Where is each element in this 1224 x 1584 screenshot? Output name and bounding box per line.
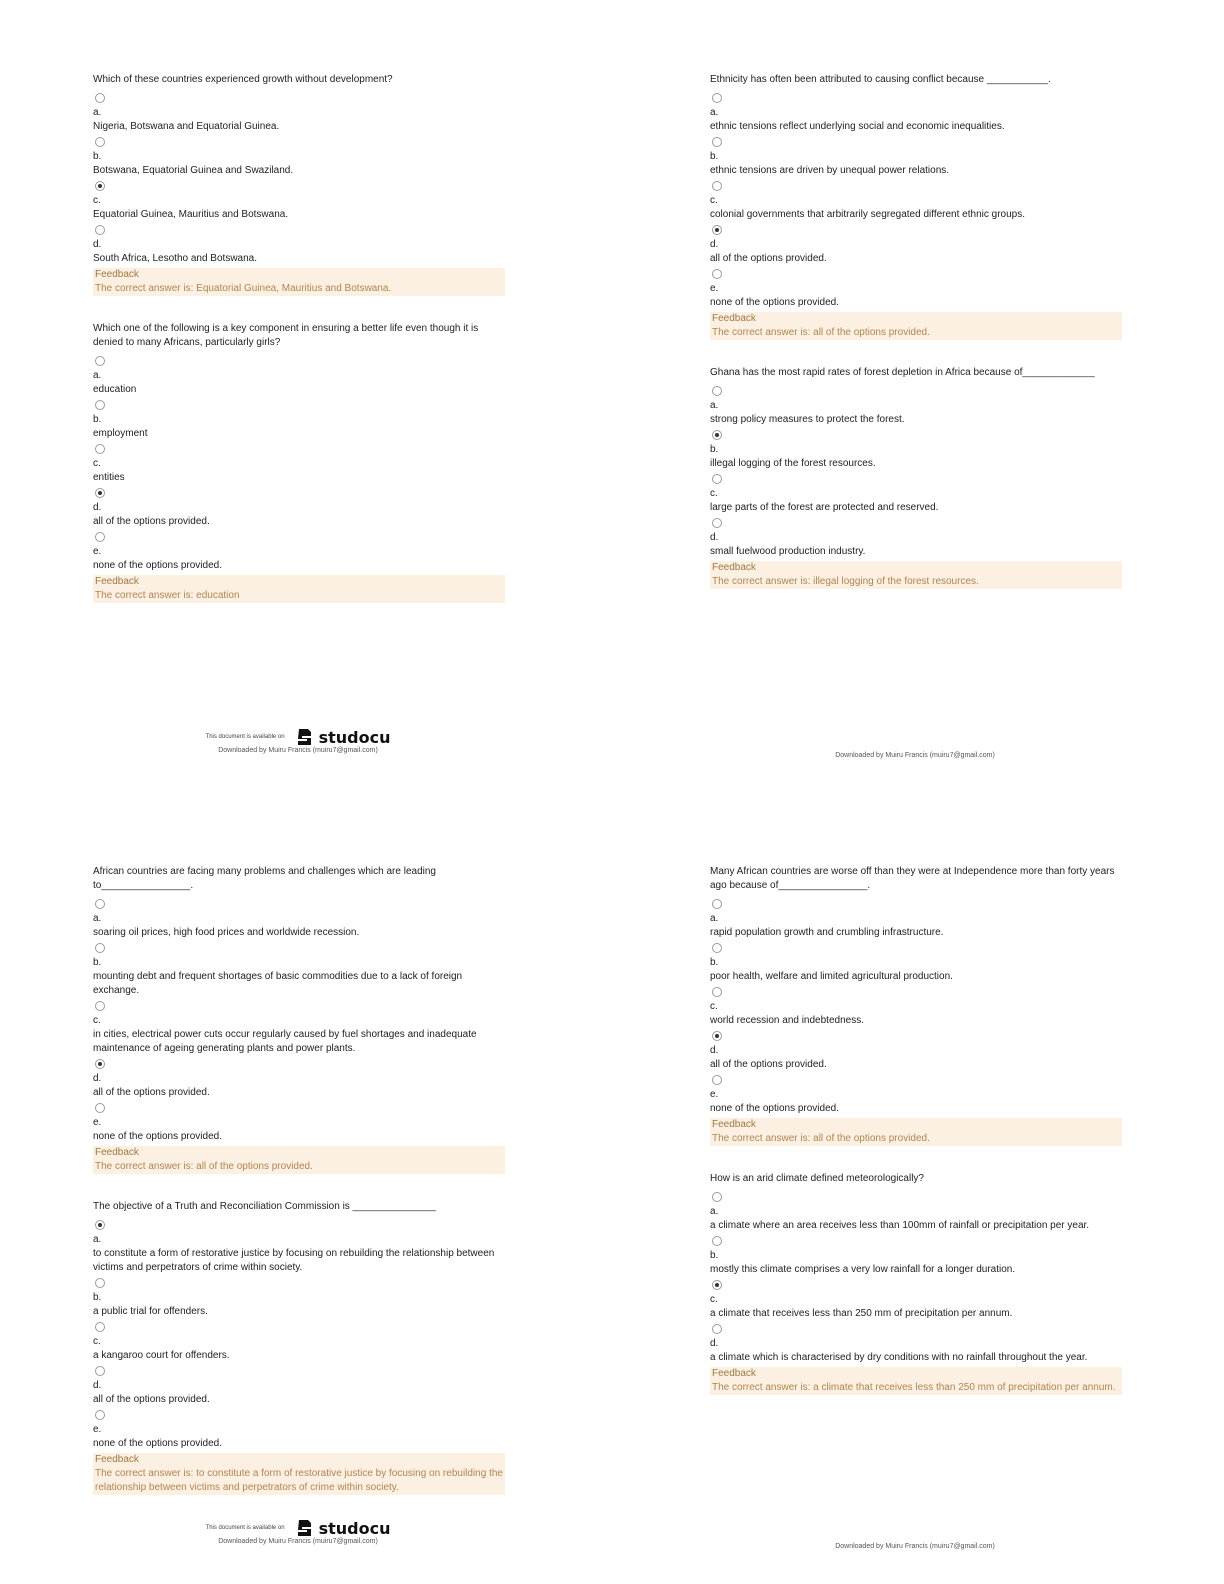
question-block: [710, 865, 1122, 1146]
feedback-title: Feedback: [95, 1454, 139, 1465]
option-a[interactable]: [710, 1192, 1122, 1233]
downloaded-by-text: Downloaded by Muiru Francis (muiru7@gmail.com): [218, 747, 378, 754]
option-text: ethnic tensions are driven by unequal power relations.: [710, 165, 950, 176]
feedback-text: The correct answer is: all of the options provided.: [712, 1133, 930, 1144]
feedback-title: Feedback: [95, 269, 139, 280]
feedback-title: Feedback: [712, 562, 756, 573]
radio-button-selected[interactable]: [712, 225, 722, 235]
page1-footer-right: [765, 752, 1065, 759]
radio-button[interactable]: [712, 474, 722, 484]
option-c[interactable]: [93, 1322, 505, 1363]
page1-footer-left: [148, 727, 448, 754]
radio-button[interactable]: [95, 356, 105, 366]
option-text: mounting debt and frequent shortages of basic commodities due to a lack of foreign exchange.: [93, 971, 463, 996]
radio-button[interactable]: [95, 943, 105, 953]
studocu-logo-icon: [295, 727, 315, 747]
option-letter: c.: [93, 458, 101, 469]
radio-button[interactable]: [712, 1236, 722, 1246]
radio-button[interactable]: [95, 899, 105, 909]
option-e[interactable]: [93, 532, 505, 573]
radio-button[interactable]: [712, 137, 722, 147]
option-a[interactable]: [93, 899, 505, 940]
option-b[interactable]: [93, 137, 505, 178]
option-letter: a.: [710, 107, 719, 118]
option-d[interactable]: [710, 1031, 1122, 1072]
option-text: soaring oil prices, high food prices and worldwide recession.: [93, 927, 360, 938]
question-text: Which one of the following is a key component in ensuring a better life even though it is denied to many Africans, particularly girls?: [93, 323, 479, 348]
downloaded-by-text: Downloaded by Muiru Francis (muiru7@gmail.com): [835, 752, 995, 759]
option-letter: c.: [710, 488, 718, 499]
option-text: strong policy measures to protect the forest.: [710, 414, 905, 425]
option-e[interactable]: [93, 1410, 505, 1451]
option-text: in cities, electrical power cuts occur regularly caused by fuel shortages and inadequate maintenance of ageing generating plants and power plants.: [93, 1029, 477, 1054]
option-text: to constitute a form of restorative justice by focusing on rebuilding the relationship between victims and perpetrators of crime within society.: [93, 1248, 495, 1273]
option-letter: d.: [93, 502, 102, 513]
radio-button[interactable]: [712, 181, 722, 191]
option-letter: d.: [710, 1045, 719, 1056]
question-block: [710, 1172, 1122, 1395]
studocu-logo-text: studocu: [318, 727, 391, 747]
radio-button-selected[interactable]: [712, 1031, 722, 1041]
option-d[interactable]: [93, 225, 505, 266]
feedback-title: Feedback: [95, 576, 139, 587]
studocu-logo-icon: [295, 1518, 315, 1538]
radio-button[interactable]: [712, 269, 722, 279]
option-c[interactable]: [710, 1280, 1122, 1321]
question-block: [93, 1200, 505, 1495]
radio-button[interactable]: [95, 1103, 105, 1113]
option-text: small fuelwood production industry.: [710, 546, 866, 557]
radio-button[interactable]: [712, 899, 722, 909]
option-text: none of the options provided.: [710, 297, 839, 308]
feedback-box: [93, 268, 505, 296]
option-letter: b.: [93, 957, 102, 968]
option-a[interactable]: [710, 386, 1122, 427]
option-b[interactable]: [710, 137, 1122, 178]
option-d[interactable]: [93, 1366, 505, 1407]
option-c[interactable]: [710, 181, 1122, 222]
option-letter: a.: [710, 913, 719, 924]
option-letter: b.: [93, 1292, 102, 1303]
question-block: [710, 366, 1122, 589]
option-letter: b.: [710, 1250, 719, 1261]
feedback-title: Feedback: [95, 1147, 139, 1158]
feedback-box: [93, 1453, 505, 1495]
option-text: large parts of the forest are protected and reserved.: [710, 502, 939, 513]
question-block: [93, 865, 505, 1174]
feedback-text: The correct answer is: all of the options provided.: [95, 1161, 313, 1172]
feedback-box: [710, 312, 1122, 340]
option-letter: e.: [710, 1089, 719, 1100]
option-text: none of the options provided.: [93, 560, 222, 571]
radio-button[interactable]: [95, 532, 105, 542]
option-text: none of the options provided.: [710, 1103, 839, 1114]
feedback-text: The correct answer is: to constitute a form of restorative justice by focusing on rebuilding the relationship between victims and perpetrators of crime within society.: [95, 1468, 503, 1493]
option-c[interactable]: [93, 444, 505, 485]
option-text: world recession and indebtedness.: [710, 1015, 864, 1026]
radio-button[interactable]: [95, 93, 105, 103]
option-b[interactable]: [710, 943, 1122, 984]
option-text: ethnic tensions reflect underlying social and economic inequalities.: [710, 121, 1005, 132]
radio-button[interactable]: [712, 1324, 722, 1334]
option-letter: c.: [710, 1001, 718, 1012]
feedback-title: Feedback: [712, 1368, 756, 1379]
radio-button[interactable]: [95, 1278, 105, 1288]
studocu-logo[interactable]: [295, 1518, 391, 1538]
question-text: The objective of a Truth and Reconciliation Commission is _______________: [93, 1201, 436, 1212]
option-a[interactable]: [93, 356, 505, 397]
radio-button[interactable]: [95, 1410, 105, 1420]
feedback-box: [710, 561, 1122, 589]
option-text: none of the options provided.: [93, 1438, 222, 1449]
option-b[interactable]: [93, 400, 505, 441]
available-on-text: This document is available on: [205, 1525, 285, 1531]
option-letter: a.: [93, 107, 102, 118]
question-text: Many African countries are worse off than they were at Independence more than forty years ago because of________________.: [710, 866, 1115, 891]
option-text: a kangaroo court for offenders.: [93, 1350, 230, 1361]
radio-button[interactable]: [95, 225, 105, 235]
option-letter: a.: [93, 1234, 102, 1245]
feedback-text: The correct answer is: Equatorial Guinea, Mauritius and Botswana.: [95, 283, 392, 294]
option-a[interactable]: [710, 93, 1122, 134]
option-letter: c.: [93, 195, 101, 206]
feedback-box: [710, 1118, 1122, 1146]
radio-button[interactable]: [712, 987, 722, 997]
option-text: illegal logging of the forest resources.: [710, 458, 876, 469]
option-d[interactable]: [93, 1059, 505, 1100]
option-letter: a.: [93, 370, 102, 381]
option-c[interactable]: [710, 987, 1122, 1028]
option-e[interactable]: [710, 269, 1122, 310]
question-text: African countries are facing many problems and challenges which are leading to________________.: [93, 866, 436, 891]
option-letter: b.: [710, 957, 719, 968]
feedback-text: The correct answer is: a climate that receives less than 250 mm of precipitation per annum.: [712, 1382, 1116, 1393]
option-b[interactable]: [710, 1236, 1122, 1277]
option-a[interactable]: [710, 899, 1122, 940]
radio-button[interactable]: [95, 1366, 105, 1376]
option-c[interactable]: [93, 181, 505, 222]
radio-button-selected[interactable]: [712, 430, 722, 440]
feedback-text: The correct answer is: illegal logging of the forest resources.: [712, 576, 979, 587]
studocu-logo[interactable]: [295, 727, 391, 747]
option-e[interactable]: [93, 1103, 505, 1144]
option-letter: c.: [710, 195, 718, 206]
option-text: entities: [93, 472, 125, 483]
option-letter: e.: [93, 1117, 102, 1128]
option-letter: b.: [710, 151, 719, 162]
option-a[interactable]: [93, 93, 505, 134]
page2-right-column: [710, 865, 1122, 1411]
option-text: poor health, welfare and limited agricultural production.: [710, 971, 953, 982]
option-text: all of the options provided.: [93, 516, 210, 527]
option-text: a public trial for offenders.: [93, 1306, 208, 1317]
page1-left-column: [93, 73, 505, 619]
option-letter: d.: [710, 239, 719, 250]
option-letter: d.: [93, 1073, 102, 1084]
radio-button[interactable]: [95, 1001, 105, 1011]
option-text: a climate where an area receives less than 100mm of rainfall or precipitation per year.: [710, 1220, 1090, 1231]
option-letter: e.: [710, 283, 719, 294]
option-letter: b.: [93, 151, 102, 162]
option-text: education: [93, 384, 137, 395]
option-text: Equatorial Guinea, Mauritius and Botswana.: [93, 209, 289, 220]
radio-button[interactable]: [95, 400, 105, 410]
feedback-title: Feedback: [712, 1119, 756, 1130]
feedback-title: Feedback: [712, 313, 756, 324]
radio-button-selected[interactable]: [95, 181, 105, 191]
option-letter: c.: [93, 1015, 101, 1026]
radio-button[interactable]: [712, 1075, 722, 1085]
option-text: Nigeria, Botswana and Equatorial Guinea.: [93, 121, 280, 132]
option-letter: d.: [93, 1380, 102, 1391]
question-block: [93, 73, 505, 296]
radio-button-selected[interactable]: [95, 1059, 105, 1069]
radio-button-selected[interactable]: [95, 488, 105, 498]
option-text: colonial governments that arbitrarily segregated different ethnic groups.: [710, 209, 1025, 220]
option-b[interactable]: [710, 430, 1122, 471]
option-text: employment: [93, 428, 148, 439]
studocu-logo-text: studocu: [318, 1518, 391, 1538]
page2-left-column: [93, 865, 505, 1511]
option-letter: a.: [710, 1206, 719, 1217]
feedback-box: [710, 1367, 1122, 1395]
radio-button[interactable]: [95, 1322, 105, 1332]
question-block: [93, 322, 505, 603]
option-letter: c.: [710, 1294, 718, 1305]
feedback-text: The correct answer is: all of the options provided.: [712, 327, 930, 338]
radio-button-selected[interactable]: [712, 1280, 722, 1290]
available-on-text: This document is available on: [205, 734, 285, 740]
feedback-box: [93, 1146, 505, 1174]
radio-button[interactable]: [712, 943, 722, 953]
radio-button[interactable]: [95, 137, 105, 147]
option-letter: e.: [93, 1424, 102, 1435]
option-c[interactable]: [93, 1001, 505, 1056]
option-letter: b.: [710, 444, 719, 455]
radio-button[interactable]: [95, 444, 105, 454]
option-letter: c.: [93, 1336, 101, 1347]
option-text: mostly this climate comprises a very low rainfall for a longer duration.: [710, 1264, 1016, 1275]
option-d[interactable]: [93, 488, 505, 529]
option-text: all of the options provided.: [93, 1087, 210, 1098]
downloaded-by-text: Downloaded by Muiru Francis (muiru7@gmail.com): [218, 1538, 378, 1545]
radio-button[interactable]: [712, 518, 722, 528]
option-text: a climate which is characterised by dry conditions with no rainfall throughout the year.: [710, 1352, 1088, 1363]
feedback-box: [93, 575, 505, 603]
radio-button[interactable]: [712, 93, 722, 103]
option-d[interactable]: [710, 225, 1122, 266]
option-letter: a.: [93, 913, 102, 924]
question-text: How is an arid climate defined meteorologically?: [710, 1173, 924, 1184]
option-letter: d.: [93, 239, 102, 250]
option-e[interactable]: [710, 1075, 1122, 1116]
question-block: [710, 73, 1122, 340]
option-text: none of the options provided.: [93, 1131, 222, 1142]
page2-footer-right: [765, 1543, 1065, 1550]
option-text: all of the options provided.: [93, 1394, 210, 1405]
option-letter: a.: [710, 400, 719, 411]
option-d[interactable]: [710, 518, 1122, 559]
radio-button-selected[interactable]: [95, 1220, 105, 1230]
option-text: rapid population growth and crumbling infrastructure.: [710, 927, 944, 938]
option-text: all of the options provided.: [710, 1059, 827, 1070]
option-letter: e.: [93, 546, 102, 557]
option-d[interactable]: [710, 1324, 1122, 1365]
radio-button[interactable]: [712, 386, 722, 396]
option-c[interactable]: [710, 474, 1122, 515]
option-letter: d.: [710, 1338, 719, 1349]
option-text: all of the options provided.: [710, 253, 827, 264]
downloaded-by-text: Downloaded by Muiru Francis (muiru7@gmail.com): [835, 1543, 995, 1550]
option-a[interactable]: [93, 1220, 505, 1275]
question-text: Which of these countries experienced growth without development?: [93, 74, 393, 85]
option-text: Botswana, Equatorial Guinea and Swaziland.: [93, 165, 294, 176]
page1-right-column: [710, 73, 1122, 605]
question-text: Ghana has the most rapid rates of forest depletion in Africa because of_____________: [710, 367, 1095, 378]
option-letter: b.: [93, 414, 102, 425]
option-text: a climate that receives less than 250 mm of precipitation per annum.: [710, 1308, 1013, 1319]
radio-button[interactable]: [712, 1192, 722, 1202]
option-b[interactable]: [93, 1278, 505, 1319]
option-letter: d.: [710, 532, 719, 543]
option-b[interactable]: [93, 943, 505, 998]
page2-footer-left: [148, 1518, 448, 1545]
feedback-text: The correct answer is: education: [95, 590, 240, 601]
option-text: South Africa, Lesotho and Botswana.: [93, 253, 257, 264]
question-text: Ethnicity has often been attributed to causing conflict because ___________.: [710, 74, 1051, 85]
